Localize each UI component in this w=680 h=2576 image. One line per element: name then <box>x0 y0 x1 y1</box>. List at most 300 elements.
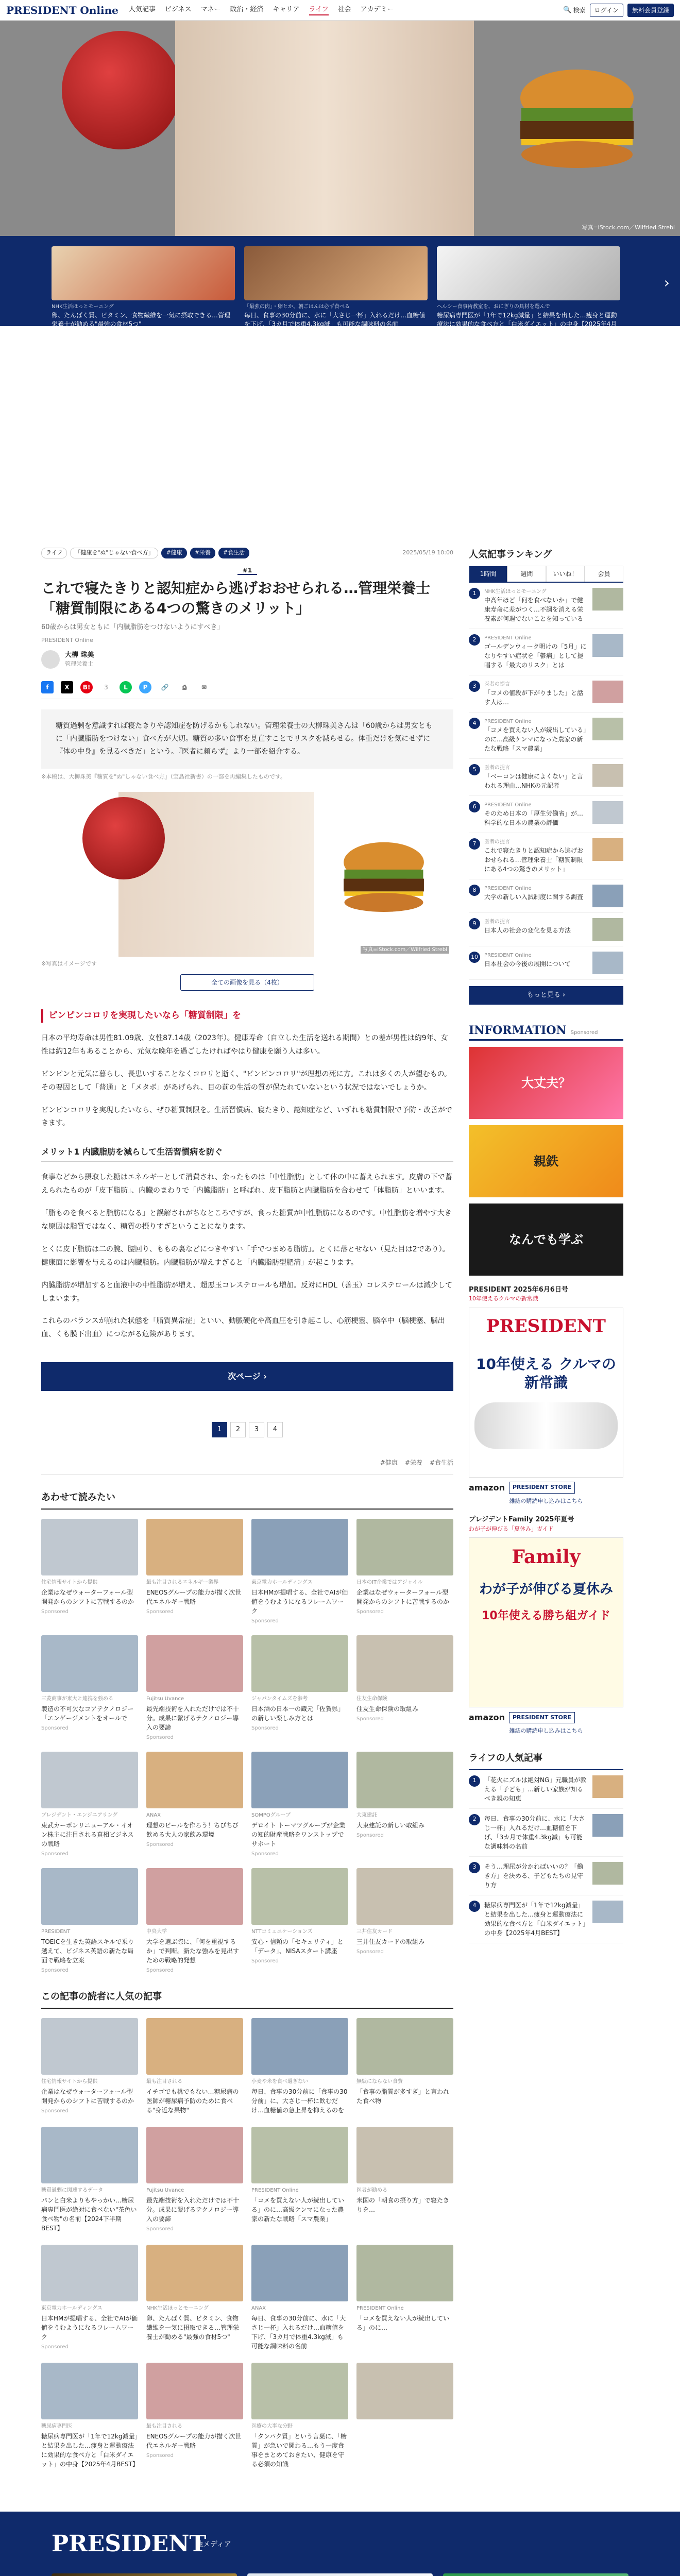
subsection-heading: メリット1 内臓脂肪を減らして生活習慣病を防ぐ <box>41 1146 453 1162</box>
card-image <box>356 1519 453 1575</box>
card-source: PRESIDENT <box>41 1929 71 1935</box>
article-card[interactable] <box>356 1635 453 1741</box>
other-media-label: 他メディア <box>196 2540 231 2549</box>
section-heading: ピンピンコロリを実現したいなら「糖質制限」を <box>41 1009 453 1023</box>
card-source: 日本のIT企業ではアジャイル <box>356 1580 423 1586</box>
card-image <box>146 1635 243 1692</box>
rank-title: 「コメを買えない人が続出している」のに…高級ケンマになった農家の新たな戦略「スマ農業」 <box>484 726 587 752</box>
card-source: ジャパンタイムズを参考 <box>251 1696 308 1702</box>
media-card[interactable] <box>52 2573 237 2576</box>
rank-source: 医者の提言 <box>484 839 510 845</box>
article-card[interactable] <box>146 1519 243 1625</box>
carousel-next-icon[interactable]: › <box>664 274 670 291</box>
print-icon[interactable]: ⎙ <box>182 683 187 691</box>
recommend-grid <box>41 1519 453 1974</box>
nav-item-society[interactable]: 社会 <box>337 5 351 13</box>
tab-likes[interactable]: いいね！ <box>546 566 585 582</box>
apple-illustration <box>62 31 180 149</box>
hero-caption: 写真=iStock.com／Wilfried Strebl <box>582 224 675 231</box>
mail-icon[interactable]: ✉ <box>201 683 207 691</box>
family-cover[interactable] <box>469 1537 623 1707</box>
card-title: 日本HMが提唱する、全社でAIが価値をうむようになるフレームワーク <box>251 1589 348 1615</box>
amazon-button[interactable]: amazon <box>469 1713 505 1722</box>
card-source: プレジデント・エンジニアリング <box>41 1812 118 1819</box>
site-header <box>0 0 680 21</box>
magazine-logo: PRESIDENT <box>486 1315 606 1336</box>
card-image <box>356 2127 453 2183</box>
rank-thumbnail <box>592 1901 623 1923</box>
article-lead: 糖質過剰を意識すれば寝たきりや認知症を防げるかもしれない。管理栄養士の大柳珠美さんは「60歳からは男女ともに「内臓脂肪をつけない」食べ方が大切。糖質の多い食事を見直すことでリスクを減らせる。体重だけを気にせずに『体の中身』を見るべきだ」という。『医者に頼らず』より一部を紹介する。 <box>41 709 453 769</box>
share-bar <box>41 676 453 699</box>
page-2[interactable]: 2 <box>230 1422 246 1437</box>
card-source: 無駄にならない食費 <box>356 2079 403 2085</box>
search-label[interactable]: 検索 <box>573 6 586 14</box>
bookmark-icon[interactable]: B! <box>80 681 93 693</box>
rank-source: PRESIDENT Online <box>484 802 532 808</box>
article-subtitle: 60歳からは男女ともに「内臓脂肪をつけないようにすべき」 <box>41 623 224 631</box>
tag-health[interactable]: #健康 <box>161 548 186 558</box>
card-title: 毎日、食事の30分前に「食事の30分前」に、大さじ一杯に飲むだけ…血糖値の急上昇を抑えるのを <box>251 2088 348 2114</box>
article-card[interactable] <box>251 2127 348 2234</box>
rank-title: 糖尿病専門医が「1年で12kg減量」と結果を出した…痩身と運動療法に効果的な食べ方と「白米ダイエット」の中身【2025年4月BEST】 <box>484 1901 586 1937</box>
rank-number: 4 <box>469 718 480 729</box>
card-image <box>251 1752 348 1808</box>
article-card[interactable] <box>146 2363 243 2470</box>
paragraph: ピンピンと元気に暮らし、長患いすることなくコロリと逝く、"ピンピンコロリ"が理想の死に方。これは多くの人が望むもの。その要因として「普通」と「メタボ」があげられ、目の前の生活の質が保たれていないという状況ではないでしょうか。 <box>41 1070 452 1092</box>
card-image <box>41 1752 138 1808</box>
page-4[interactable]: 4 <box>267 1422 283 1437</box>
rank-number: 10 <box>469 952 480 963</box>
ranking-tabs <box>469 566 623 583</box>
card-image <box>356 1868 453 1925</box>
card-source: SOMPOグループ <box>251 1812 291 1819</box>
card-title: 「タンパク質」という言葉に、「糖質」が急いで関わる…もう一度食事をまとめておきたい、健康を守る必須の知識 <box>251 2433 347 2468</box>
rank-thumbnail <box>592 838 623 861</box>
card-image <box>146 2127 243 2183</box>
carousel-title: 毎日、食事の30分前に、水に「大さじ一杯」入れるだけ…血糖値を下げ、「3カ月で体重4.3kg減」も可能な調味料の名前 <box>244 311 426 328</box>
hero-image <box>0 21 680 236</box>
card-sponsor: Sponsored <box>41 2108 69 2114</box>
bottom-tag[interactable]: #食生活 <box>429 1459 453 1467</box>
rank-title: 「ベーコンは健康によくない」と言われる理由…NHKの元記者 <box>484 773 584 789</box>
information-heading: INFORMATION Sponsored <box>469 1022 623 1041</box>
card-title: 最先端技術を入れただけでは不十分。成果に繋げるテクノロジー導入の要諦 <box>146 2197 240 2223</box>
card-title: 住友生命保険の取組み <box>356 1705 419 1713</box>
nav-item-ranking[interactable]: 人気記事 <box>128 5 156 13</box>
article-note: ※本稿は、大柳珠美『糖質を"ぬ"しゃない食べ方』（宝島社新書）の一部を再編集したものです。 <box>41 773 286 781</box>
paragraph: 日本の平均寿命は男性81.09歳、女性87.14歳（2023年）。健康寿命（自立した生活を送れる期間）との差が男性は約9年、女性は約12年もあることから、元気な晩年を過ごしたければやはり健康を願う人は多い。 <box>41 1033 448 1056</box>
rank-text <box>484 681 588 707</box>
carousel-source: NHK生活ほっとモーニング <box>52 304 114 310</box>
recommend-heading: あわせて読みたい <box>41 1490 453 1510</box>
site-footer <box>0 2512 680 2576</box>
card-image <box>251 2127 348 2183</box>
x-icon[interactable]: X <box>61 681 73 693</box>
rank-thumbnail <box>592 718 623 740</box>
card-title: 企業はなぜウォーターフォール型開発からのシフトに苦戦するのか <box>41 2088 134 2105</box>
card-title: 日本酒の日本一の蔵元「佐賀県」の新しい楽しみ方とは <box>251 1705 345 1722</box>
article-card[interactable] <box>41 2363 138 2470</box>
article-card[interactable] <box>251 1519 348 1625</box>
card-image <box>41 2245 138 2301</box>
article-image[interactable] <box>41 792 453 957</box>
tab-hour[interactable]: 1時間 <box>469 566 507 582</box>
rank-thumbnail <box>592 952 623 974</box>
rank-title: 毎日、食事の30分前に、水に「大さじ一杯」入れるだけ…血糖値を下げ、「3カ月で体重4.3kg減」も可能な調味料の名前 <box>484 1815 585 1850</box>
rank-number: 1 <box>469 588 480 599</box>
carousel-card[interactable] <box>52 246 235 328</box>
rank-title: そのため日本の「厚生労働省」が…科学的な日本の農業の評価 <box>484 810 584 826</box>
card-sponsor: Sponsored <box>251 1618 279 1624</box>
article-source: PRESIDENT Online <box>41 637 93 644</box>
card-source: Fujitsu Uvance <box>146 2188 184 2194</box>
article-main <box>41 548 453 2470</box>
card-image <box>251 1519 348 1575</box>
card-source: NHK生活ほっとモーニング <box>146 2306 209 2312</box>
paragraph: 「脂ものを食べると脂肪になる」と誤解されがちなところですが、食った糖質が中性脂肪になるのです。中性脂肪を増やす大きな原因は脂質ではなく、糖質の摂りすぎということになります。 <box>41 1209 452 1231</box>
life-ranking-item[interactable] <box>469 1770 623 1809</box>
card-title: 日本HMが提唱する、全社でAIが価値をうむようになるフレームワーク <box>41 2315 138 2341</box>
card-title: TOEICを生きた英語スキルで乗り越えて、ビジネス英語の新たな局面で戦略を立案 <box>41 1938 134 1964</box>
life-ranking-item[interactable] <box>469 1857 623 1895</box>
rank-text <box>484 885 588 902</box>
rank-number: 3 <box>469 1862 480 1873</box>
rank-source: PRESIDENT Online <box>484 719 532 724</box>
card-title: 毎日、食事の30分前に、水に「大さじ一杯」入れるだけ…血糖値を下げ、「3カ月で体重4.3kg減」も可能な調味料の名前 <box>251 2315 346 2350</box>
nav-item-business[interactable]: ビジネス <box>164 5 192 13</box>
carousel-image <box>52 246 235 300</box>
card-image <box>356 2018 453 2075</box>
card-title: パンと白米よりもやっかい…糖尿病専門医が絶対に食べない"茶色い食べ物"の名前【2024下半期BEST】 <box>41 2197 137 2232</box>
share-count: 3 <box>104 683 108 691</box>
card-title: 米国の「朝食の摂り方」で寝たきりを… <box>356 2197 450 2214</box>
rank-text <box>484 634 588 670</box>
rank-thumbnail <box>592 634 623 657</box>
life-ranking-item[interactable] <box>469 1809 623 1857</box>
article-card[interactable] <box>251 1868 348 1974</box>
family-headline2: 10年使える勝ち組ガイド <box>482 1609 610 1622</box>
card-image <box>146 1752 243 1808</box>
card-title: 最先端技術を入れただけでは不十分。成果に繋げるテクノロジー導入の要諦 <box>146 1705 240 1732</box>
car-illustration <box>474 1402 618 1449</box>
card-image <box>41 1519 138 1575</box>
ranking-item[interactable] <box>469 713 623 759</box>
article-card[interactable] <box>356 2018 453 2116</box>
rank-title: 中高年ほど「何を食べないか」で健康寿命に差がつく…不調を消える栄養素が何週でないことを知っている <box>484 597 584 622</box>
article-card[interactable] <box>146 1635 243 1741</box>
card-source: 医療の大事な分野 <box>251 2424 293 2430</box>
ranking-item[interactable] <box>469 583 623 629</box>
card-image <box>41 1635 138 1692</box>
rank-source: NHK生活ほっとモーニング <box>484 589 547 595</box>
card-source: 最も注目される <box>146 2079 182 2085</box>
card-image <box>356 1635 453 1692</box>
family-headline: わが子が伸びる夏休み <box>479 1582 613 1597</box>
card-sponsor: Sponsored <box>251 1725 279 1732</box>
more-ranking-button[interactable]: もっと見る › <box>469 986 623 1005</box>
image-caption: 写真=iStock.com／Wilfried Strebl <box>361 946 449 954</box>
rank-title: これで寝たきりと認知症から逃げおおせられる…管理栄養士「糖質制限にある4つの驚きのメリット」 <box>484 847 584 873</box>
card-title: 企業はなぜウォーターフォール型開発からのシフトに苦戦するのか <box>356 1589 450 1606</box>
paragraph: ピンピンコロリを実現したいなら、ぜひ糖質制限を。生活習慣病、寝たきり、認知症など、いずれも糖質制限で予防・改善ができます。 <box>41 1106 452 1128</box>
rank-title: そう…理屈が分かればいいの？「働き方」を決める、子どもたちの見守り方 <box>484 1862 584 1889</box>
card-title: デロイト トーマツグループが企業の知的財産戦略をワンストップでサポート <box>251 1822 346 1848</box>
carousel-title: 糖尿病専門医が「1年で12kg減量」と結果を出した…痩身と運動療法に効果的な食べ方と「白米ダイエット」の中身【2025年4月BEST】 <box>437 311 617 337</box>
ranking-item[interactable] <box>469 833 623 879</box>
card-source: 小麦や米を食べ過ぎない <box>251 2079 308 2085</box>
card-title: ENEOSグループの能力が描く次世代エネルギー戦略 <box>146 1589 242 1606</box>
card-title: 「コメを買えない人が続出している」のに… <box>356 2315 450 2332</box>
card-title: 理想のビールを作ろう！ちびちび飲める大人の家飲み環境 <box>146 1822 239 1839</box>
carousel-card[interactable] <box>244 246 428 328</box>
paragraph: とくに皮下脂肪は二の腕、腰回り、ももの裏などにつきやすい「手でつまめる脂肪」。とくに落とせない（見た目は2であり）。健康面に影響を与えるのは内臓脂肪。内臓脂肪が増えすぎると「内臓脂肪型肥満」が起こります。 <box>41 1245 450 1267</box>
life-ranking-item[interactable] <box>469 1895 623 1943</box>
magazine-heading: PRESIDENT 2025年6月6日号 <box>469 1285 568 1294</box>
rank-title: ゴールデンウィーク明けの「5月」になりやすい症状を「鬱病」として提唱する「最大のリスク」とは <box>484 643 587 669</box>
nav-item-career[interactable]: キャリア <box>273 5 300 13</box>
search-icon[interactable]: 🔍 <box>563 6 572 14</box>
register-button[interactable]: 無料会員登録 <box>627 4 674 17</box>
card-image <box>41 2018 138 2075</box>
article-card[interactable] <box>41 1519 138 1625</box>
rank-text <box>484 764 588 790</box>
rank-source: 医者の提言 <box>484 919 510 925</box>
card-source: 三菱商事が東大と連携を強める <box>41 1696 113 1702</box>
card-source: NTTコミュニケーションズ <box>251 1929 313 1935</box>
article-card[interactable] <box>356 1519 453 1625</box>
card-source: 糖尿病専門医 <box>41 2424 72 2430</box>
card-image <box>146 1868 243 1925</box>
rank-title: 日本社会の今後の展開について <box>484 960 571 968</box>
media-card[interactable] <box>443 2573 628 2576</box>
rank-number: 2 <box>469 634 480 646</box>
carousel-title: 卵、たんぱく質、ビタミン、食物繊維を一気に摂取できる…管理栄養士が勧める"最強の食材5つ" <box>52 311 231 328</box>
rank-text <box>484 952 588 969</box>
footer-logo[interactable]: PRESIDENT <box>52 2531 207 2557</box>
article-card[interactable] <box>146 1868 243 1974</box>
card-title: 企業はなぜウォーターフォール型開発からのシフトに苦戦するのか <box>41 1589 134 1606</box>
rank-text <box>484 588 588 623</box>
rank-source: 医者の提言 <box>484 765 510 771</box>
rank-source: PRESIDENT Online <box>484 886 532 891</box>
card-image <box>146 1519 243 1575</box>
nav-item-academy[interactable]: アカデミー <box>360 5 394 13</box>
ranking-item[interactable] <box>469 675 623 713</box>
article-card[interactable] <box>356 2363 453 2470</box>
card-sponsor: Sponsored <box>41 1851 69 1857</box>
article-card[interactable] <box>41 1868 138 1974</box>
card-source: PRESIDENT Online <box>356 2306 404 2312</box>
card-source: 大東建託 <box>356 1812 377 1819</box>
card-title: 三井住友カードの取組み <box>356 1938 425 1946</box>
ranking-item[interactable] <box>469 946 623 980</box>
paragraph: 内臓脂肪が増加すると血液中の中性脂肪が増え、超悪玉コレステロールも増加。反対にHDL（善玉）コレステロールは減少してしまいます。 <box>41 1281 452 1303</box>
card-title: 卵、たんぱく質、ビタミン、食物繊維を一気に摂取できる…管理栄養士が勧める"最強の食材5つ" <box>146 2315 240 2341</box>
link-icon[interactable]: 🔗 <box>161 683 169 691</box>
sidebar <box>469 548 623 2470</box>
rank-text <box>484 838 588 874</box>
rank-number: 5 <box>469 764 480 775</box>
popular-heading: この記事の読者に人気の記事 <box>41 1990 453 2009</box>
card-sponsor: Sponsored <box>251 1851 279 1857</box>
rank-number: 3 <box>469 681 480 692</box>
card-sponsor: Sponsored <box>41 2344 69 2350</box>
rank-thumbnail <box>592 588 623 611</box>
ad-banner[interactable]: 大丈夫？ <box>469 1047 623 1119</box>
facebook-icon[interactable]: f <box>41 681 54 693</box>
carousel-card[interactable] <box>437 246 620 337</box>
card-title: 大東建託の新しい取組み <box>356 1822 425 1829</box>
card-image <box>251 2245 348 2301</box>
rank-thumbnail <box>592 681 623 703</box>
view-all-images-button[interactable]: 全ての画像を見る（4枚） <box>180 974 314 991</box>
card-source: ANAX <box>146 1812 161 1819</box>
card-sponsor: Sponsored <box>146 2453 174 2459</box>
family-logo: Family <box>512 1546 581 1568</box>
card-image <box>146 2363 243 2419</box>
nav-item-money[interactable]: マネー <box>200 5 221 13</box>
article-card[interactable] <box>356 2245 453 2352</box>
popular-grid <box>41 2018 453 2470</box>
card-image <box>41 1868 138 1925</box>
tag-diet[interactable]: #食生活 <box>218 548 249 558</box>
article-card[interactable] <box>251 2363 348 2470</box>
carousel-source: 「最強の肉」・卵とか、朝ごはんは必ず食べる <box>244 304 350 310</box>
burger-illustration <box>515 67 639 170</box>
life-ranking-heading: ライフの人気記事 <box>469 1751 623 1770</box>
login-button[interactable]: ログイン <box>590 4 623 17</box>
article-title: これで寝たきりと認知症から逃げおおせられる…管理栄養士「糖質制限にある4つの驚きのメリット」 <box>41 579 431 617</box>
carousel-source: ヘルシー食事術教室を、おにぎりの具材を選んで <box>437 304 550 310</box>
card-source: 最も注目されるエネルギー業界 <box>146 1580 218 1586</box>
ranking-list <box>469 583 623 980</box>
card-sponsor: Sponsored <box>356 1949 384 1955</box>
article-card[interactable] <box>251 1752 348 1858</box>
bottom-tag[interactable]: #栄養 <box>404 1459 422 1467</box>
nav-item-politics[interactable]: 政治・経済 <box>230 5 264 13</box>
card-title: 「コメを買えない人が続出している」のに…高級ケンマになった農家の新たな戦略「スマ農業」 <box>251 2197 345 2223</box>
rank-thumbnail <box>592 885 623 907</box>
article-card[interactable] <box>251 2018 348 2116</box>
tag-nutrition[interactable]: #栄養 <box>190 548 215 558</box>
card-image <box>251 1635 348 1692</box>
card-source: 最も注目される <box>146 2424 182 2430</box>
card-image <box>146 2018 243 2075</box>
line-icon[interactable]: L <box>120 681 132 693</box>
rank-title: 大学の新しい入試制度に関する調査 <box>484 893 584 901</box>
ranking-item[interactable] <box>469 796 623 833</box>
article-card[interactable] <box>356 1752 453 1858</box>
article-card[interactable] <box>41 2245 138 2352</box>
rank-text <box>484 918 588 935</box>
apple-illustration <box>82 797 165 879</box>
article-card[interactable] <box>146 1752 243 1858</box>
article-card[interactable] <box>41 1752 138 1858</box>
card-title: 製造の不可欠なコアテクノロジー「エンゲージメントをオールで <box>41 1705 134 1722</box>
ad-banner[interactable]: 親鉄 <box>469 1125 623 1197</box>
rank-thumbnail <box>592 1814 623 1837</box>
family-subheading: わが子が伸びる「夏休み」ガイド <box>469 1525 554 1532</box>
card-image <box>41 2127 138 2183</box>
paragraph: これらのバランスが崩れた状態を「脂質異常症」といい、動脈硬化や高血圧を引き起こし、心筋梗塞、脳卒中（脳梗塞、脳出血、くも膜下出血）につながる危険があります。 <box>41 1317 445 1339</box>
rank-thumbnail <box>592 918 623 941</box>
card-title: 安心・信頼の「セキュリティ」と「データ」、NISAスタート講座 <box>251 1938 344 1955</box>
featured-carousel <box>0 236 680 337</box>
author-block[interactable] <box>41 650 453 669</box>
article-card[interactable] <box>41 2018 138 2116</box>
article-card[interactable] <box>146 2127 243 2234</box>
card-image <box>356 1752 453 1808</box>
rank-source: PRESIDENT Online <box>484 953 532 958</box>
article-card[interactable] <box>356 1868 453 1974</box>
rank-thumbnail <box>592 1862 623 1885</box>
ranking-item[interactable] <box>469 913 623 946</box>
card-title: 糖尿病専門医が「1年で12kg減量」と結果を出した…痩身と運動療法に効果的な食べ方と「白米ダイエット」の中身【2025年4月BEST】 <box>41 2433 139 2468</box>
article-card[interactable] <box>356 2127 453 2234</box>
ranking-item[interactable] <box>469 879 623 913</box>
site-logo[interactable]: PRESIDENT Online <box>6 4 118 16</box>
store-button[interactable]: PRESIDENT STORE <box>509 1712 575 1724</box>
carousel-image <box>437 246 620 300</box>
store-button[interactable]: PRESIDENT STORE <box>509 1482 575 1494</box>
pocket-icon[interactable]: P <box>139 681 151 693</box>
card-source: 住友生命保険 <box>356 1696 387 1702</box>
article-card[interactable] <box>251 1635 348 1741</box>
card-image <box>251 1868 348 1925</box>
subscribe-link[interactable]: 雑誌の購読申し込みはこちら <box>509 1497 583 1504</box>
rank-number: 9 <box>469 918 480 929</box>
magazine-cover[interactable] <box>469 1308 623 1478</box>
card-sponsor: Sponsored <box>146 1842 174 1848</box>
ranking-item[interactable] <box>469 759 623 796</box>
tag-series[interactable]: 「健康を"ぬ"じゃない食べ方」 <box>70 548 158 558</box>
card-image <box>41 2363 138 2419</box>
ranking-item[interactable] <box>469 629 623 675</box>
card-sponsor: Sponsored <box>356 1716 384 1722</box>
life-ranking-list <box>469 1770 623 1943</box>
card-image <box>356 2363 453 2419</box>
media-card[interactable] <box>247 2573 433 2576</box>
bottom-tag[interactable]: #健康 <box>380 1459 398 1467</box>
rank-title: 「コメの値段が下がりました」と話す人は… <box>484 689 584 706</box>
rank-number: 1 <box>469 1775 480 1787</box>
page-1[interactable]: 1 <box>212 1422 227 1437</box>
rank-title: 「花火にズルは絶対NG」元職員が教える「子ども」…新しい家族が知るべき親の知恵 <box>484 1776 587 1802</box>
article-card[interactable] <box>41 1635 138 1741</box>
amazon-button[interactable]: amazon <box>469 1482 505 1493</box>
tab-members[interactable]: 会員 <box>585 566 623 582</box>
article-card[interactable] <box>251 2245 348 2352</box>
article-card[interactable] <box>146 2245 243 2352</box>
tag-category[interactable]: ライフ <box>41 548 67 558</box>
rank-number: 4 <box>469 1901 480 1912</box>
tab-week[interactable]: 週間 <box>507 566 546 582</box>
article-card[interactable] <box>41 2127 138 2234</box>
image-note: ※写真はイメージです <box>41 960 97 967</box>
rank-thumbnail <box>592 1775 623 1798</box>
subscribe-link[interactable]: 雑誌の購読申し込みはこちら <box>509 1727 583 1734</box>
card-title: 「食事の脂質が多すぎ」と言われた食べ物 <box>356 2088 450 2105</box>
rank-text <box>484 801 588 827</box>
page-3[interactable]: 3 <box>249 1422 264 1437</box>
card-source: 糖質過剰に関連するデータ <box>41 2188 103 2194</box>
nav-item-life[interactable]: ライフ <box>309 5 329 16</box>
article-card[interactable] <box>146 2018 243 2116</box>
next-page-button[interactable]: 次ページ › <box>41 1362 453 1391</box>
magazine-subheading: 10年使えるクルマの新常識 <box>469 1295 538 1302</box>
ad-banner[interactable]: なんでも学ぶ <box>469 1204 623 1276</box>
card-title: 大学を選ぶ際に、「何を重視するか」で判断。新たな強みを見出すための戦略的発想 <box>146 1938 240 1964</box>
